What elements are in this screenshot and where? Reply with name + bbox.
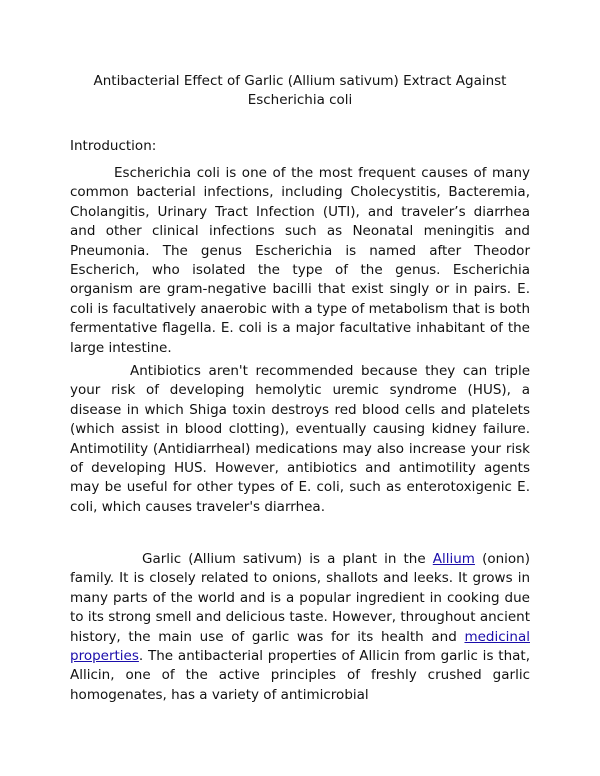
medicinal-properties-link[interactable]: medicinal properties [70, 628, 530, 665]
paragraph-3-text-b: (onion) family. It is closely related to onions, shallots and leeks. It grows in many parts of the world and is a popular ingredient in cooking due to its strong smell and delicious taste. However, throughout ancient history, the main use of garlic was for its health and [70, 551, 530, 645]
section-heading: Introduction: [70, 138, 157, 154]
paragraph-2-text: Antibiotics aren't recommended because they can triple your risk of developing hemolytic uremic syndrome (HUS), a disease in which Shiga toxin destroys red blood cells and platelets (which assist in blood clotting), eventually causing kidney failure. Antimotility (Antidiarrheal) medications may also increase your risk of developing HUS. However, antibiotics and antimotility agents may be useful for other types of E. coli, such as enterotoxigenic E. coli, which causes traveler's diarrhea. [70, 363, 530, 515]
paragraph-3-text-c: . The antibacterial properties of Allicin from garlic is that, Allicin, one of the active principles of freshly crushed garlic homogenates, has a variety of antimicrobial [70, 648, 530, 703]
paragraph-1-text: Escherichia coli is one of the most frequent causes of many common bacterial infections, including Cholecystitis, Bacteremia, Cholangitis, Urinary Tract Infection (UTI), and traveler’s diarrhea and other clinical infections such as Neonatal meningitis and Pneumonia. The genus Escherichia is named after Theodor Escherich, who isolated the type of the genus. Escherichia organism are gram-negative bacilli that exist singly or in pairs. E. coli is facultatively anaerobic with a type of metabolism that is both fermentative flagella. E. coli is a major facultative inhabitant of the large intestine. [70, 165, 530, 356]
title-line-2: Escherichia coli [247, 92, 353, 108]
paragraph-2 [70, 362, 530, 517]
allium-link[interactable]: Allium [432, 551, 475, 567]
paragraph-3-text-a: Garlic (Allium sativum) is a plant in the [142, 551, 433, 567]
title-line-1: Antibacterial Effect of Garlic (Allium sativum) Extract Against [93, 73, 507, 89]
paragraph-1 [70, 164, 530, 358]
document-title [60, 72, 540, 110]
paragraph-3 [70, 550, 530, 705]
